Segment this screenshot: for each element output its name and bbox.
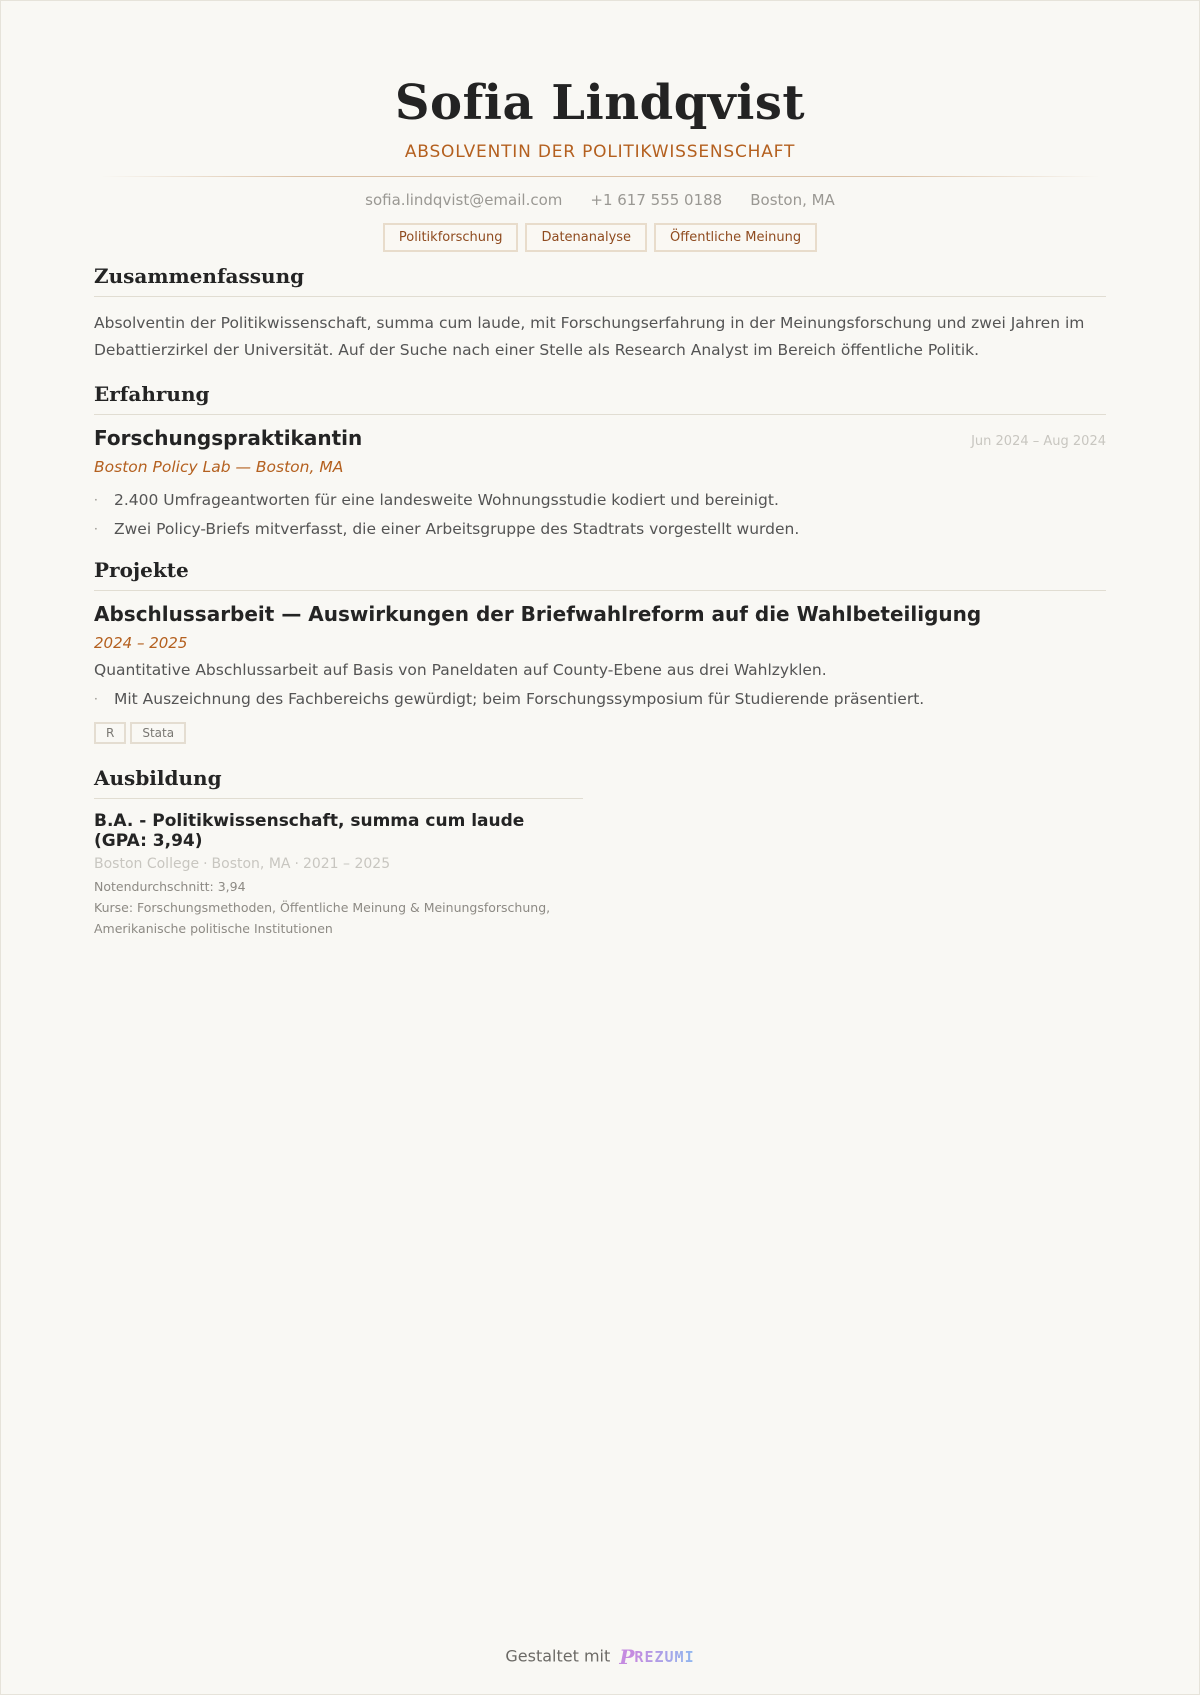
experience-section (94, 382, 1106, 544)
skill-tag: Öffentliche Meinung (654, 223, 817, 252)
bullet-icon: · (94, 521, 98, 536)
contact-location: Boston, MA (750, 190, 835, 209)
job-header (94, 426, 1106, 450)
education-location: Boston, MA (211, 855, 291, 872)
job-title: Forschungspraktikantin (94, 425, 363, 450)
candidate-name: Sofia Lindqvist (394, 75, 806, 131)
page-footer (1, 1645, 1199, 1669)
bullet-icon: · (94, 492, 98, 507)
meta-separator: · (294, 855, 299, 872)
project-dates: 2024 – 2025 (94, 633, 188, 652)
header-divider (100, 176, 1100, 177)
project-bullets (94, 685, 1106, 714)
projects-section (94, 558, 1106, 744)
project-description: Quantitative Abschlussarbeit auf Basis von Paneldaten auf County-Ebene aus drei Wahlzyklen. (94, 660, 827, 679)
project-tags (94, 722, 1106, 744)
job-dates: Jun 2024 – Aug 2024 (971, 433, 1106, 449)
list-item (94, 685, 1106, 714)
tech-tag: Stata (130, 722, 186, 744)
resume-header (1, 1, 1199, 252)
bullet-text: Zwei Policy-Briefs mitverfasst, die einer Arbeitsgruppe des Stadtrats vorgestellt wurden. (114, 519, 800, 538)
resume-body (1, 264, 1199, 939)
brand-name: REZUMI (634, 1648, 695, 1666)
project-entry (94, 602, 1106, 744)
bullet-icon: · (94, 691, 98, 706)
project-title: Abschlussarbeit — Auswirkungen der Briefwahlreform auf die Wahlbeteiligung (94, 601, 982, 626)
list-item (94, 486, 1106, 515)
section-heading: Ausbildung (94, 766, 583, 799)
list-item (94, 515, 1106, 544)
job-bullets (94, 486, 1106, 544)
summary-text: Absolventin der Politikwissenschaft, summa cum laude, mit Forschungserfahrung in der Meinungsforschung und zwei Jahren im Debattierzirkel der Universität. Auf der Suche nach einer Stelle als Research Analyst im Bereich öffentliche Politik. (94, 313, 1085, 359)
section-heading: Erfahrung (94, 382, 1106, 415)
education-school: Boston College (94, 855, 200, 872)
education-section (94, 766, 583, 939)
summary-section (94, 264, 1106, 364)
education-dates: 2021 – 2025 (302, 855, 391, 872)
education-degree: B.A. - Politikwissenschaft, summa cum laude (GPA: 3,94) (94, 810, 525, 851)
skill-tag: Politikforschung (383, 223, 519, 252)
bullet-text: 2.400 Umfrageantworten für eine landesweite Wohnungsstudie kodiert und bereinigt. (114, 490, 779, 509)
education-courses: Kurse: Forschungsmethoden, Öffentliche Meinung & Meinungsforschung, Amerikanische politische Institutionen (94, 899, 551, 936)
job-entry (94, 426, 1106, 544)
education-meta (94, 856, 583, 872)
contact-email[interactable]: sofia.lindqvist@email.com (365, 190, 563, 209)
tech-tag: R (94, 722, 126, 744)
section-heading: Projekte (94, 558, 1106, 591)
education-grade: Notendurchschnitt: 3,94 (94, 878, 246, 894)
contact-phone[interactable]: +1 617 555 0188 (590, 190, 723, 209)
contact-row (1, 191, 1199, 209)
skill-tag: Datenanalyse (525, 223, 647, 252)
brand-logo[interactable] (619, 1645, 694, 1669)
footer-made-with: Gestaltet mit (505, 1646, 611, 1666)
candidate-title: ABSOLVENTIN DER POLITIKWISSENSCHAFT (404, 141, 796, 162)
brand-logo-icon: P (619, 1645, 635, 1669)
section-heading: Zusammenfassung (94, 264, 1106, 297)
job-company: Boston Policy Lab — Boston, MA (94, 457, 344, 476)
bullet-text: Mit Auszeichnung des Fachbereichs gewürdigt; beim Forschungssymposium für Studierende präsentiert. (114, 689, 925, 708)
skill-tags (1, 223, 1199, 252)
meta-separator: · (203, 855, 208, 872)
